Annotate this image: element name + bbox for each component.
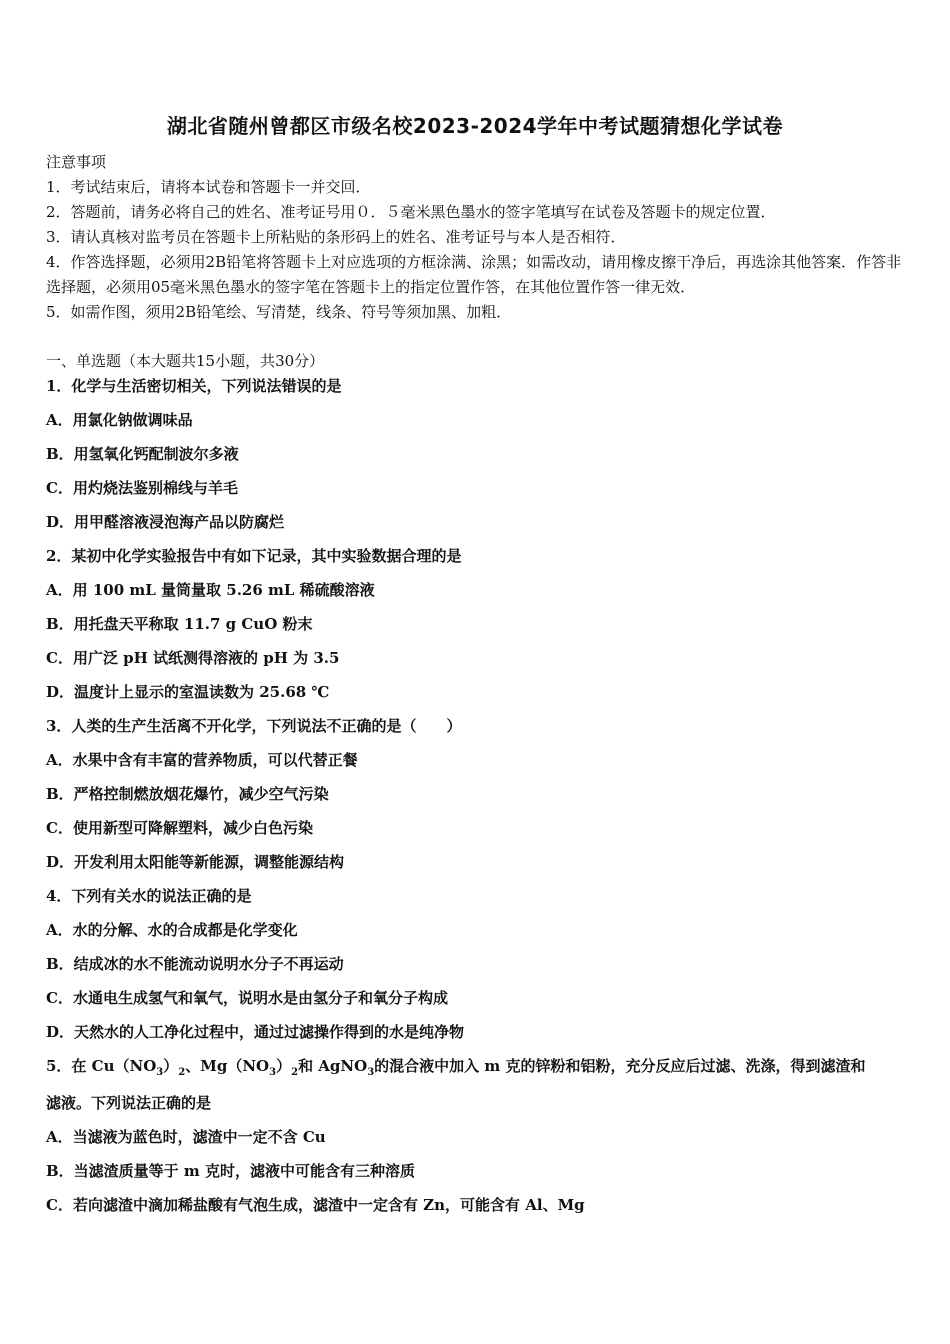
notice-block: [46, 150, 916, 325]
option: C．水通电生成氢气和氧气，说明水是由氢分子和氧分子构成: [46, 989, 448, 1007]
option: D．用甲醛溶液浸泡海产品以防腐烂: [46, 513, 285, 531]
option: C．用灼烧法鉴别棉线与羊毛: [46, 479, 238, 497]
notice-item: 5．如需作图，须用2B铅笔绘、写清楚，线条、符号等须加黑、加粗．: [46, 303, 512, 321]
stem-text: 的混合液中加入 m 克的锌粉和铝粉，充分反应后过滤、洗涤，得到滤渣和: [374, 1057, 866, 1075]
section-heading: 一、单选题（本大题共15小题，共30分）: [46, 352, 325, 370]
stem-text: ）: [163, 1057, 179, 1075]
stem-text: 5．在 Cu（NO: [46, 1057, 157, 1075]
option: A．当滤液为蓝色时，滤渣中一定不含 Cu: [46, 1128, 326, 1146]
option: B．当滤渣质量等于 m 克时，滤液中可能含有三种溶质: [46, 1162, 415, 1180]
notice-item: 1．考试结束后，请将本试卷和答题卡一并交回．: [46, 178, 371, 196]
exam-title: 湖北省随州曾都区市级名校2023-2024学年中考试题猜想化学试卷: [166, 114, 784, 138]
question-stem: 2．某初中化学实验报告中有如下记录，其中实验数据合理的是: [46, 547, 462, 565]
option: A．用氯化钠做调味品: [46, 411, 193, 429]
option: B．用氢氧化钙配制波尔多液: [46, 445, 239, 463]
option: A．用 100 mL 量筒量取 5.26 mL 稀硫酸溶液: [46, 581, 375, 599]
stem-text: 、Mg（NO: [185, 1057, 270, 1075]
option: A．水果中含有丰富的营养物质，可以代替正餐: [46, 751, 358, 769]
option: C．若向滤渣中滴加稀盐酸有气泡生成，滤渣中一定含有 Zn，可能含有 Al、Mg: [46, 1196, 585, 1214]
option: D．天然水的人工净化过程中，通过过滤操作得到的水是纯净物: [46, 1023, 465, 1041]
subscript: 2: [178, 1067, 186, 1078]
option: D．温度计上显示的室温读数为 25.68 ℃: [46, 683, 330, 701]
stem-text: ）: [276, 1057, 292, 1075]
subscript: 2: [291, 1067, 299, 1078]
subscript: 3: [269, 1067, 277, 1078]
option: B．用托盘天平称取 11.7 g CuO 粉末: [46, 615, 313, 633]
notice-item: 2．答题前，请务必将自己的姓名、准考证号用０．５毫米黑色墨水的签字笔填写在试卷及答题卡的规定位置．: [46, 203, 776, 221]
option: B．严格控制燃放烟花爆竹，减少空气污染: [46, 785, 329, 803]
notice-heading: 注意事项: [46, 153, 107, 171]
option: A．水的分解、水的合成都是化学变化: [46, 921, 298, 939]
option: B．结成冰的水不能流动说明水分子不再运动: [46, 955, 344, 973]
subscript: 3: [367, 1067, 375, 1078]
option: C．用广泛 pH 试纸测得溶液的 pH 为 3.5: [46, 649, 340, 667]
question-stem-continued: 滤液。下列说法正确的是: [46, 1094, 212, 1112]
subscript: 3: [156, 1067, 164, 1078]
option: D．开发利用太阳能等新能源，调整能源结构: [46, 853, 345, 871]
question-stem: 1．化学与生活密切相关，下列说法错误的是: [46, 377, 342, 395]
question-stem: [46, 1055, 866, 1078]
stem-text: 和 AgNO: [298, 1057, 368, 1075]
question-stem: 3．人类的生产生活离不开化学，下列说法不正确的是（ ）: [46, 717, 462, 735]
notice-item: 4．作答选择题，必须用2B铅笔将答题卡上对应选项的方框涂满、涂黑；如需改动，请用橡皮擦干净后，再选涂其他答案．作答非选择题，必须用05毫米黑色墨水的签字笔在答题卡上的指定位置作答，在其他位置作答一律无效．: [46, 253, 902, 296]
notice-item: 3．请认真核对监考员在答题卡上所粘贴的条形码上的姓名、准考证号与本人是否相符．: [46, 228, 626, 246]
question-stem: 4．下列有关水的说法正确的是: [46, 887, 252, 905]
option: C．使用新型可降解塑料，减少白色污染: [46, 819, 313, 837]
